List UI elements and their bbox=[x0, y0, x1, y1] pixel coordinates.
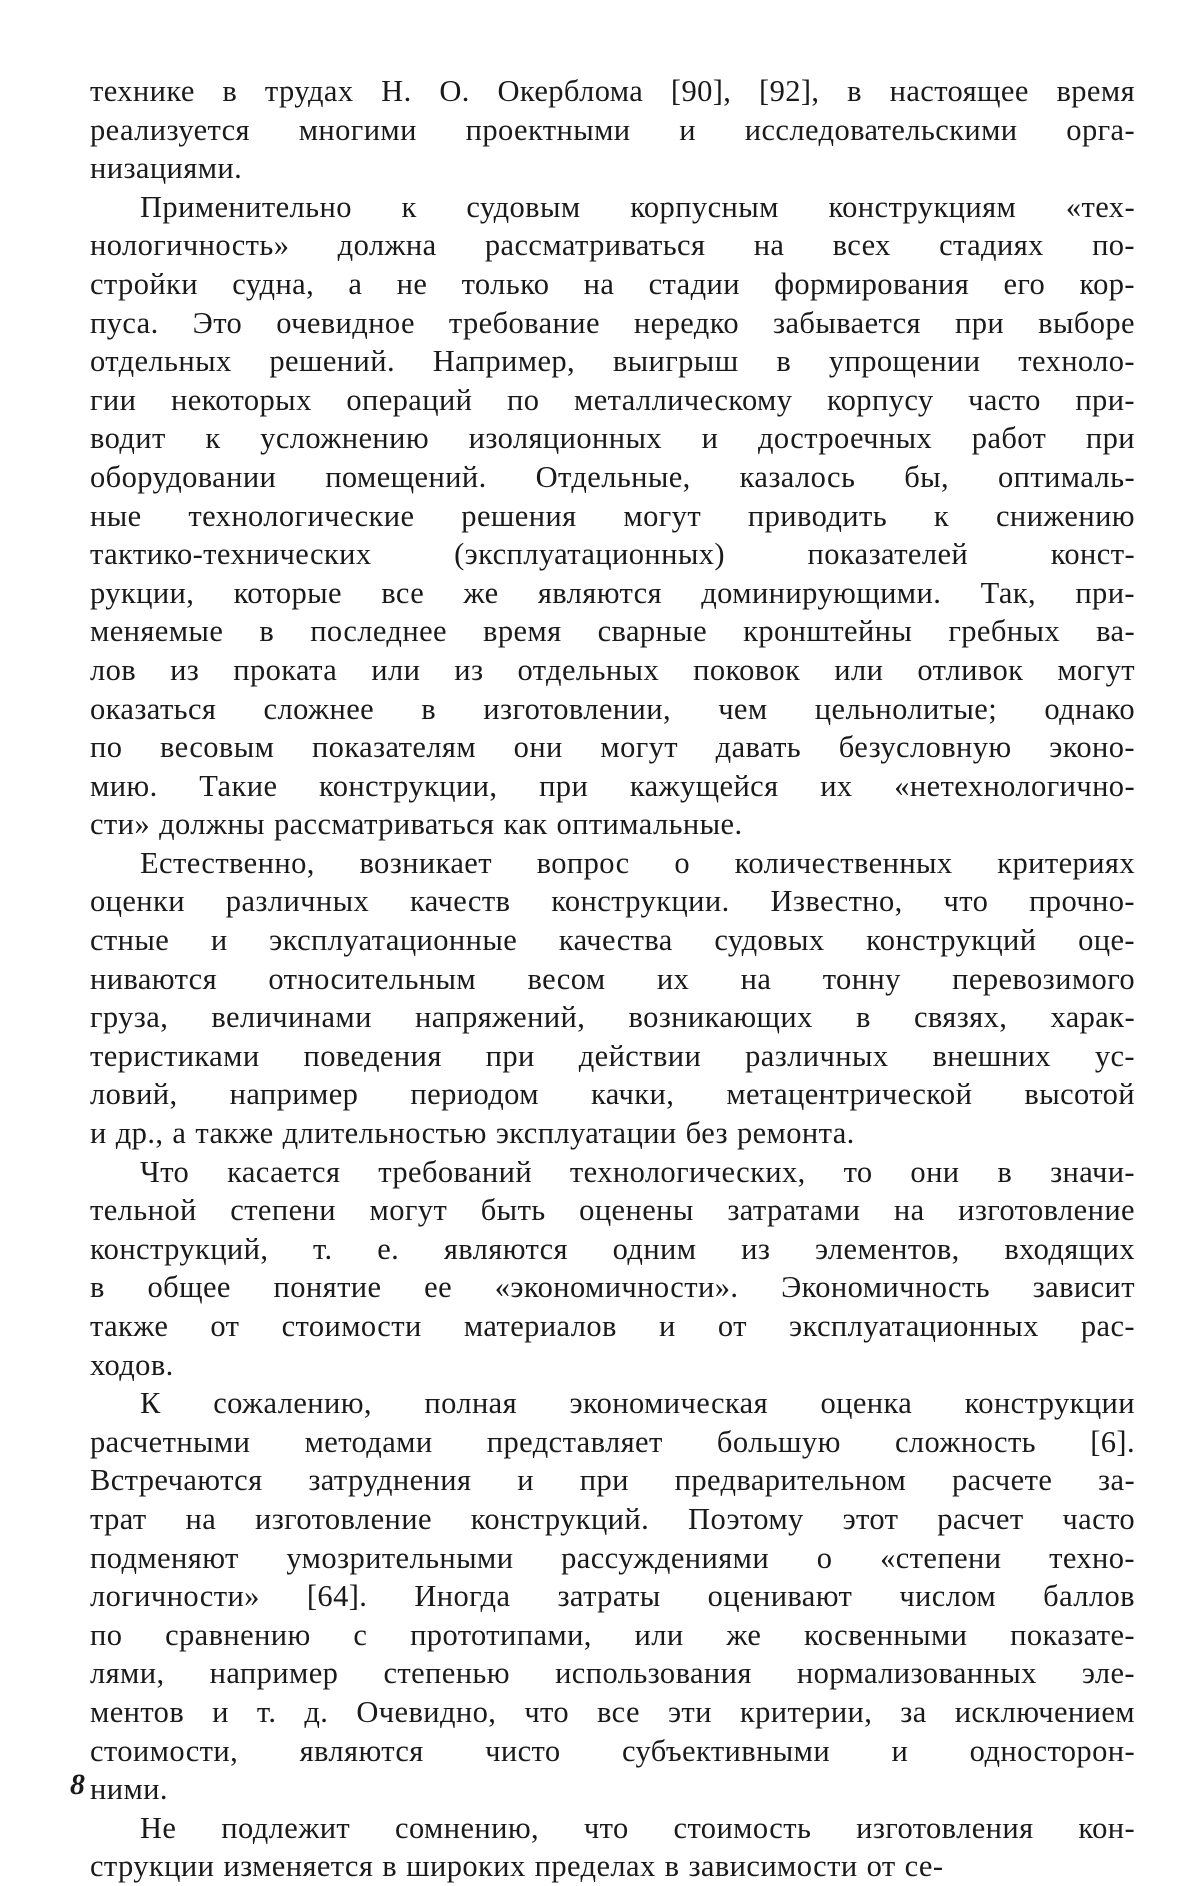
text-line: подменяют умозрительными рассуждениями о «степени техно- bbox=[90, 1540, 1135, 1575]
text-line: нологичность» должна рассматриваться на всех стадиях по- bbox=[90, 228, 1135, 263]
text-line: Не подлежит сомнению, что стоимость изготовления кон- bbox=[140, 1810, 1135, 1845]
text-line: водит к усложнению изоляционных и достроечных работ при bbox=[90, 421, 1135, 456]
text-line: К сожалению, полная экономическая оценка конструкции bbox=[140, 1386, 1135, 1421]
paragraph bbox=[90, 1153, 1135, 1385]
text-line: конструкций, т. е. являются одним из элементов, входящих bbox=[90, 1231, 1135, 1266]
text-line: оборудовании помещений. Отдельные, казалось бы, оптималь- bbox=[90, 459, 1135, 494]
text-line: реализуется многими проектными и исследовательскими орга- bbox=[90, 112, 1135, 147]
text-line: ними. bbox=[90, 1772, 168, 1807]
text-line: Применительно к судовым корпусным конструкциям «тех- bbox=[140, 189, 1135, 224]
text-line: по сравнению с прототипами, или же косвенными показате- bbox=[90, 1617, 1135, 1652]
text-line: ловий, например периодом качки, метацентрической высотой bbox=[90, 1077, 1135, 1112]
text-line: груза, величинами напряжений, возникающих в связях, харак- bbox=[90, 1000, 1135, 1035]
text-line: стные и эксплуатационные качества судовых конструкций оце- bbox=[90, 923, 1135, 958]
text-line: ниваются относительным весом их на тонну перевозимого bbox=[90, 961, 1135, 996]
text-line: логичности» [64]. Иногда затраты оценивают числом баллов bbox=[90, 1579, 1135, 1614]
paragraph bbox=[90, 72, 1135, 188]
page-body bbox=[90, 72, 1135, 1886]
text-line: ные технологические решения могут приводить к снижению bbox=[90, 498, 1135, 533]
text-line: стройки судна, а не только на стадии формирования его кор- bbox=[90, 266, 1135, 301]
text-line: лов из проката или из отдельных поковок или отливок могут bbox=[90, 652, 1135, 687]
text-line: лями, например степенью использования нормализованных эле- bbox=[90, 1656, 1135, 1691]
text-line: по весовым показателям они могут давать безусловную эконо- bbox=[90, 730, 1135, 765]
text-line: гии некоторых операций по металлическому корпусу часто при- bbox=[90, 382, 1135, 417]
paragraph bbox=[90, 1384, 1135, 1809]
text-line: ментов и т. д. Очевидно, что все эти критерии, за исключением bbox=[90, 1694, 1135, 1729]
text-line: Встречаются затруднения и при предварительном расчете за- bbox=[90, 1463, 1135, 1498]
text-line: в общее понятие ее «экономичности». Экономичность зависит bbox=[90, 1270, 1135, 1305]
text-line: низациями. bbox=[90, 151, 243, 186]
text-line: пуса. Это очевидное требование нередко забывается при выборе bbox=[90, 305, 1135, 340]
page-number: 8 bbox=[70, 1768, 85, 1801]
text-line: и др., а также длительностью эксплуатации без ремонта. bbox=[90, 1116, 855, 1151]
text-line: оценки различных качеств конструкции. Известно, что прочно- bbox=[90, 884, 1135, 919]
text-line: технике в трудах Н. О. Окерблома [90], [92], в настоящее время bbox=[90, 74, 1135, 108]
text-line: оказаться сложнее в изготовлении, чем цельнолитые; однако bbox=[90, 691, 1135, 726]
text-line: отдельных решений. Например, выигрыш в упрощении техноло- bbox=[90, 344, 1135, 379]
text-line: сти» должны рассматриваться как оптимальные. bbox=[90, 807, 743, 842]
text-line: мию. Такие конструкции, при кажущейся их «нетехнологично- bbox=[90, 768, 1135, 803]
text-line: тельной степени могут быть оценены затратами на изготовление bbox=[90, 1193, 1135, 1228]
text-line: теристиками поведения при действии различных внешних ус- bbox=[90, 1038, 1135, 1073]
paragraph bbox=[90, 844, 1135, 1153]
text-line: рукции, которые все же являются доминирующими. Так, при- bbox=[90, 575, 1135, 610]
text-line: струкции изменяется в широких пределах в зависимости от се- bbox=[90, 1849, 944, 1884]
text-line: стоимости, являются чисто субъективными и односторон- bbox=[90, 1733, 1135, 1768]
text-line: Естественно, возникает вопрос о количественных критериях bbox=[140, 845, 1135, 880]
text-line: Что касается требований технологических, то они в значи- bbox=[140, 1154, 1135, 1189]
text-line: также от стоимости материалов и от эксплуатационных рас- bbox=[90, 1309, 1135, 1343]
text-line: трат на изготовление конструкций. Поэтому этот расчет часто bbox=[90, 1501, 1135, 1536]
text-line: ходов. bbox=[90, 1347, 174, 1382]
text-line: расчетными методами представляет большую сложность [6]. bbox=[90, 1424, 1135, 1459]
paragraph bbox=[90, 1809, 1135, 1886]
paragraph bbox=[90, 188, 1135, 844]
text-line: тактико-технических (эксплуатационных) показателей конст- bbox=[90, 537, 1135, 572]
text-line: меняемые в последнее время сварные кронштейны гребных ва- bbox=[90, 614, 1135, 649]
